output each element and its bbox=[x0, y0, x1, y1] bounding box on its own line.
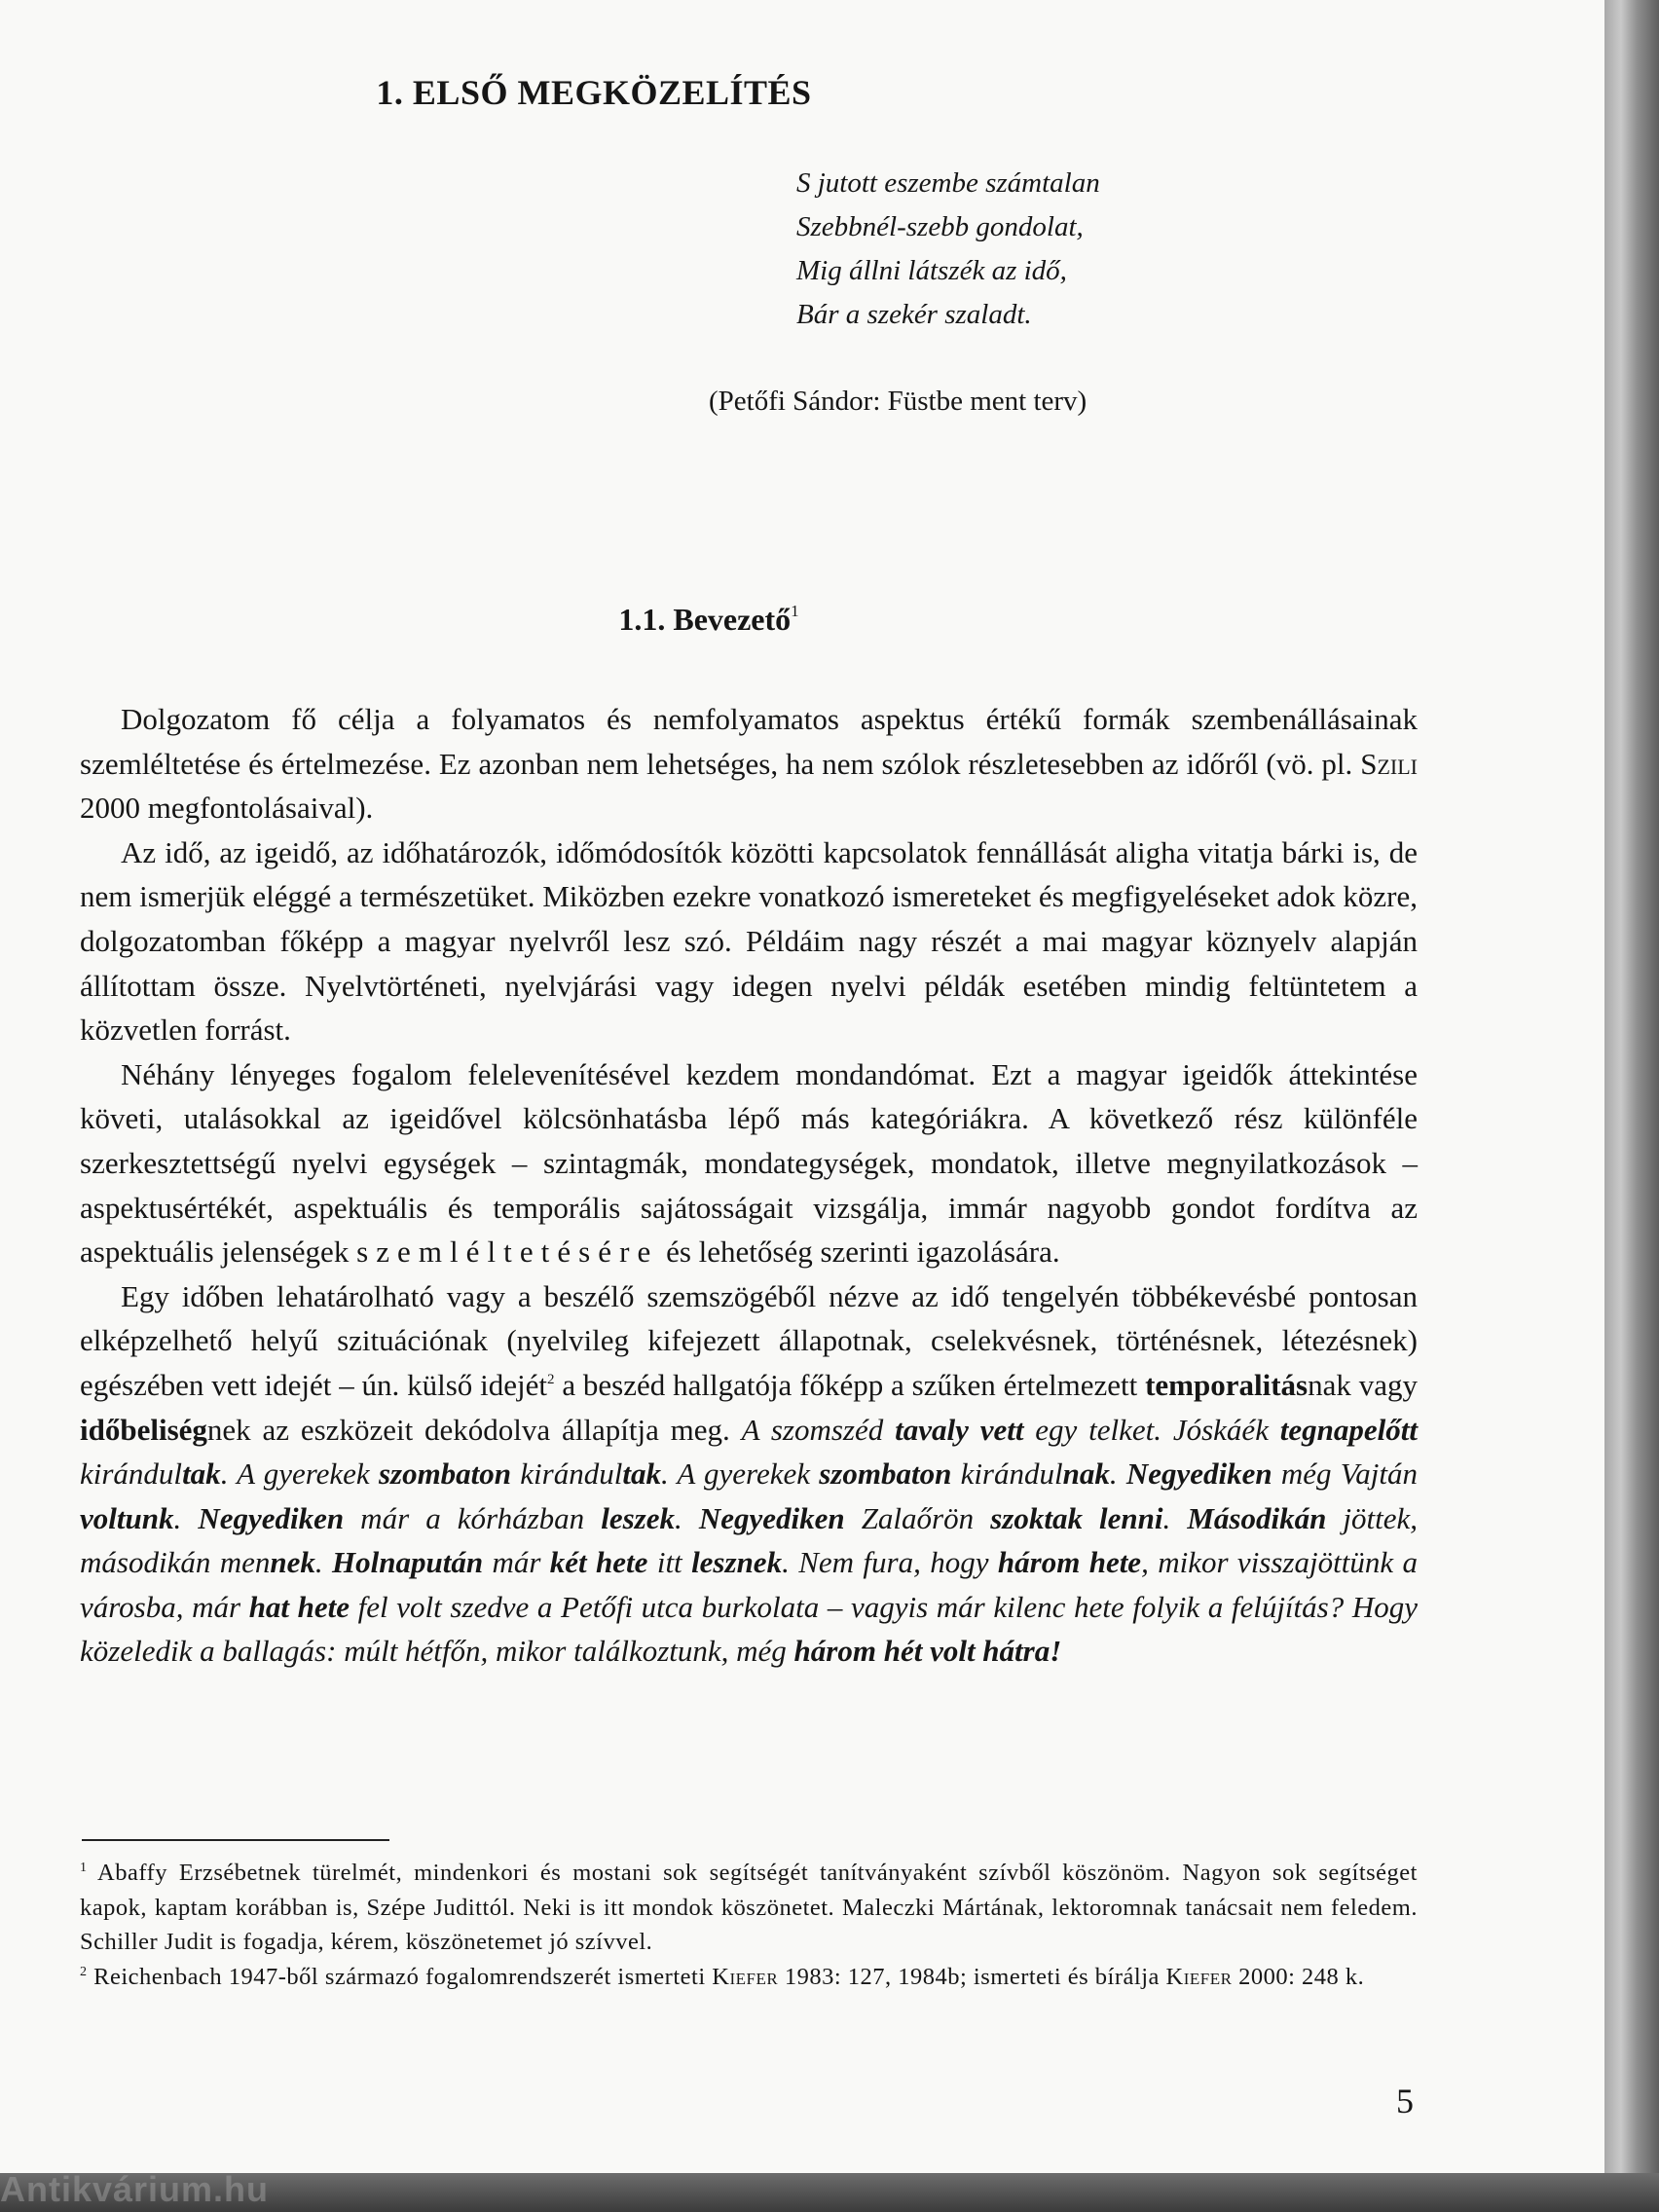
text-run: nek az eszközeit dekódolva állapítja meg. bbox=[206, 1412, 742, 1447]
example-text: . bbox=[1162, 1500, 1188, 1535]
text-run: Egy időben lehatárolható vagy a beszélő szemszögéből nézve az idő tengelyén többékevésbé pontosan elképzelhető helyű szituációnak (nyelvileg kifejezett állapotnak, cselekvésnek, történésnek, létezésnek) egészében vett idejét – ún. külső idejét bbox=[80, 1278, 1418, 1402]
example-emphasis: tak bbox=[622, 1456, 661, 1492]
footnote-divider bbox=[82, 1839, 389, 1841]
footnote-ref[interactable]: 2 bbox=[546, 1371, 555, 1387]
example-emphasis: tak bbox=[182, 1456, 221, 1492]
author-name: Kiefer bbox=[1165, 1963, 1233, 1990]
key-term: temporalitás bbox=[1145, 1367, 1309, 1402]
example-emphasis: nek bbox=[270, 1545, 315, 1580]
text-run: Dolgozatom fő célja a folyamatos és nemfolyamatos aspektus értékű formák szembenállásainak szemléltetése és értelmezése. Ez azonban nem lehetséges, ha nem szólok részletesebben az időről (vö. pl. bbox=[80, 702, 1418, 781]
example-text: egy telket. Jóskáék bbox=[1023, 1412, 1280, 1447]
example-emphasis: Másodikán bbox=[1187, 1500, 1327, 1535]
watermark: Antikvárium.hu bbox=[0, 2169, 270, 2209]
example-text: itt bbox=[647, 1545, 692, 1580]
example-emphasis: vett bbox=[979, 1412, 1024, 1447]
emphasized-word: szemléltetésére bbox=[356, 1235, 659, 1270]
example-emphasis: tavaly bbox=[895, 1412, 969, 1447]
page-stack-edge bbox=[1604, 0, 1659, 2212]
footnote-text: Abaffy Erzsébetnek türelmét, mindenkori és mostani sok segítségét tanítványaként szívből köszönöm. Nagyon sok segítséget kapok, kaptam korábban is, Szépe Judittól. Neki is itt mondok köszönetet. Maleczki Mártának, lektoromnak tanácsait nem feledem. Schiller Judit is fogadja, kérem, köszönetemet jó szívvel. bbox=[80, 1860, 1418, 1955]
footnote-text: 2000: 248 k. bbox=[1232, 1963, 1365, 1990]
example-text: fel volt szedve a Petőfi utca burkolata – vagyis már kilenc hete folyik a felújítás? Hogy közeledik a ballagás: múlt hétfőn, mikor találkoztunk, még bbox=[80, 1589, 1418, 1669]
example-emphasis: Negyediken bbox=[1125, 1456, 1272, 1492]
example-emphasis: Negyediken bbox=[698, 1500, 845, 1535]
example-emphasis: leszek bbox=[601, 1500, 675, 1535]
text-run: 2000 megfontolásaival). bbox=[80, 791, 374, 826]
example-emphasis: két hete bbox=[549, 1545, 648, 1580]
chapter-title: 1. ELSŐ MEGKÖZELÍTÉS bbox=[376, 73, 812, 112]
example-emphasis: hat hete bbox=[248, 1589, 350, 1624]
example-emphasis: nak bbox=[1062, 1456, 1110, 1492]
example-emphasis: három hete bbox=[997, 1545, 1142, 1580]
example-emphasis: szoktak lenni bbox=[990, 1500, 1163, 1535]
footnotes bbox=[80, 1856, 1418, 1994]
key-term: időbeliség bbox=[80, 1412, 207, 1447]
footnote bbox=[80, 1960, 1418, 1995]
example-text: kirándul bbox=[511, 1456, 623, 1492]
text-run: nak vagy bbox=[1308, 1367, 1418, 1402]
example-emphasis: szombaton bbox=[378, 1456, 512, 1492]
paragraph bbox=[80, 1274, 1418, 1674]
example-text: A szomszéd bbox=[741, 1412, 896, 1447]
example-text: kirándul bbox=[80, 1456, 183, 1492]
page-number: 5 bbox=[1396, 2082, 1414, 2120]
epigraph bbox=[796, 162, 1100, 337]
text-run: és lehetőség szerinti igazolására. bbox=[658, 1235, 1060, 1270]
body-text bbox=[80, 697, 1418, 1674]
example-emphasis: lesznek bbox=[691, 1545, 783, 1580]
example-emphasis: Negyediken bbox=[198, 1500, 345, 1535]
example-text: . bbox=[173, 1500, 199, 1535]
paragraph: Az idő, az igeidő, az időhatározók, időmódosítók közötti kapcsolatok fennállását aligha vitatja bárki is, de nem ismerjük eléggé a természetüket. Miközben ezekre vonatkozó ismereteket és megfigyeléseket adok közre, dolgozatomban főképp a magyar nyelvről lesz szó. Példáim nagy részét a mai magyar köznyelv alapján állítottam össze. Nyelvtörténeti, nyelvjárási vagy idegen nyelvi példák esetében mindig feltüntetem a közvetlen forrást. bbox=[80, 834, 1418, 1048]
example-text: . A gyerekek bbox=[220, 1456, 379, 1492]
epigraph-line: Mig állni látszék az idő, bbox=[796, 255, 1067, 286]
epigraph-attribution: (Petőfi Sándor: Füstbe ment terv) bbox=[709, 386, 1088, 417]
footnote-number: 1 bbox=[80, 1861, 88, 1875]
author-name: Szili bbox=[1360, 746, 1418, 781]
example-text: , mikor visszajöttünk a városba, már bbox=[80, 1545, 1418, 1624]
example-emphasis: három hét volt hátra! bbox=[793, 1634, 1062, 1669]
author-name: Kiefer bbox=[712, 1963, 779, 1990]
example-emphasis: tegnapelőtt bbox=[1279, 1412, 1419, 1447]
example-emphasis: Holnapután bbox=[332, 1545, 484, 1580]
epigraph-line: Bár a szekér szaladt. bbox=[796, 299, 1032, 330]
example-text: . Nem fura, hogy bbox=[782, 1545, 998, 1580]
example-text: . bbox=[314, 1545, 332, 1580]
text-run: a beszéd hallgatója főképp a szűken értelmezett bbox=[554, 1367, 1146, 1402]
paragraph bbox=[80, 697, 1418, 830]
example-text: . bbox=[674, 1500, 699, 1535]
footnote-text: 1983: 127, 1984b; ismerteti és bírálja bbox=[778, 1963, 1166, 1990]
footnote-number: 2 bbox=[80, 1964, 88, 1979]
section-title bbox=[0, 602, 1418, 638]
example-text: még Vajtán bbox=[1272, 1456, 1418, 1492]
footnote-text: Reichenbach 1947-ből származó fogalomrendszerét ismerteti bbox=[93, 1963, 713, 1990]
example-text: Zalaőrön bbox=[844, 1500, 991, 1535]
example-text: már a kórházban bbox=[344, 1500, 602, 1535]
paragraph bbox=[80, 1052, 1418, 1274]
footnote-ref[interactable]: 1 bbox=[791, 602, 799, 620]
example-text: már bbox=[483, 1545, 550, 1580]
example-sentences bbox=[80, 1413, 1418, 1669]
example-text: . A gyerekek bbox=[660, 1456, 820, 1492]
text-run: Néhány lényeges fogalom felelevenítésével kezdem mondandómat. Ezt a magyar igeidők áttekintése követi, utalásokkal az igeidővel kölcsönhatásba lépő más kategóriákra. A következő rész különféle szerkesztettségű nyelvi egységek – szintagmák, mondategységek, mondatok, illetve megnyilatkozások – aspektusértékét, aspektuális és temporális sajátosságait vizsgálja, immár nagyobb gondot fordítva az aspektuális jelenségek bbox=[80, 1056, 1418, 1270]
example-text: kirándul bbox=[951, 1456, 1063, 1492]
epigraph-line: S jutott eszembe számtalan bbox=[796, 167, 1100, 199]
example-text bbox=[969, 1413, 980, 1447]
example-text: jöttek, másodikán men bbox=[80, 1500, 1419, 1580]
example-emphasis: szombaton bbox=[819, 1456, 952, 1492]
section-title-text: 1.1. Bevezető bbox=[618, 602, 792, 637]
example-emphasis: voltunk bbox=[80, 1500, 174, 1535]
example-text: . bbox=[1109, 1456, 1126, 1492]
footnote bbox=[80, 1856, 1418, 1960]
epigraph-line: Szebbnél-szebb gondolat, bbox=[796, 211, 1084, 242]
